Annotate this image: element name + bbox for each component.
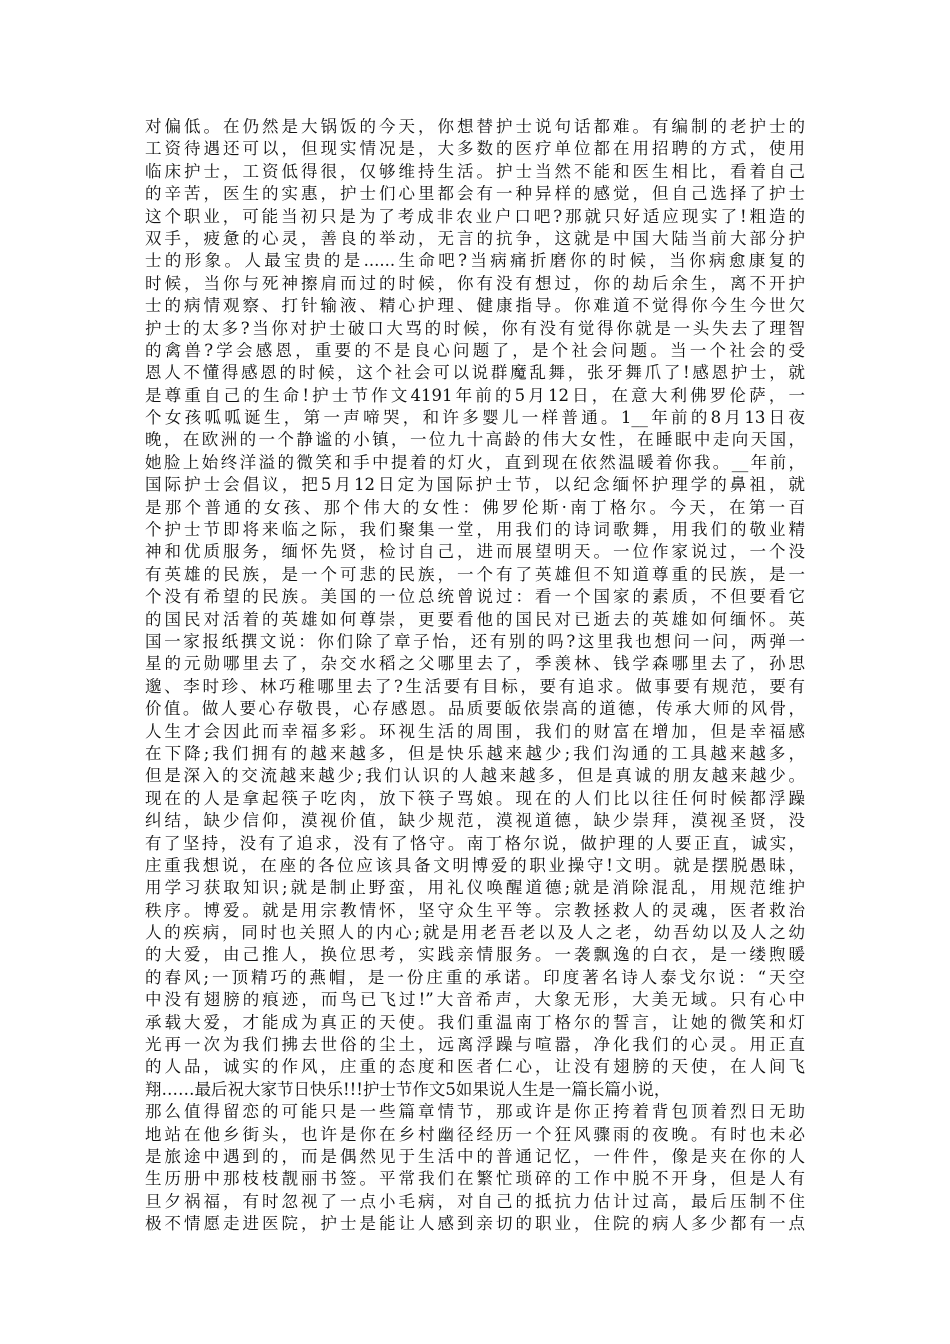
text-line: 她脸上始终洋溢的微笑和手中提着的灯火，直到现在依然温暖着你我。__年前， [145,452,805,472]
text-line: 承载大爱，才能成为真正的天使。我们重温南丁格尔的誓言，让她的微笑和灯 [145,1012,805,1032]
text-line: 光再一次为我们拂去世俗的尘土，远离浮躁与喧嚣，净化我们的心灵。用正直 [145,1035,805,1055]
text-line: 工资待遇还可以，但现实情况是，大多数的医疗单位都在用招聘的方式，使用 [145,139,805,159]
text-line: 的禽兽?学会感恩，重要的不是良心问题了，是个社会问题。当一个社会的受 [145,340,805,360]
text-line: 地站在他乡街头，也许是你在乡村幽径经历一个狂风骤雨的夜晚。有时也未必 [145,1124,805,1144]
text-line: 价值。做人要心存敬畏，心存感恩。品质要皈依崇高的道德，传承大师的风骨， [145,699,805,719]
text-line: 但是深入的交流越来越少;我们认识的人越来越多，但是真诚的朋友越来越少。 [145,766,805,786]
text-line: 双手，疲惫的心灵，善良的举动，无言的抗争，这就是中国大陆当前大部分护 [145,228,805,248]
text-line: 有英雄的民族，是一个可悲的民族，一个有了英雄但不知道尊重的民族，是一 [145,564,805,584]
text-line: 纠结，缺少信仰，漠视价值，缺少规范，漠视道德，缺少崇拜，漠视圣贤，没 [145,811,805,831]
text-line: 翔……最后祝大家节日快乐!!!护士节作文5如果说人生是一篇长篇小说， [145,1079,671,1099]
text-line: 士的形象。人最宝贵的是......生命吧?当病痛折磨你的时候，当你病愈康复的 [145,251,805,271]
text-line: 临床护士，工资低得很，仅够维持生活。护士当然不能和医生相比，看着自己 [145,161,805,181]
text-line: 个女孩呱呱诞生，第一声啼哭，和许多婴儿一样普通。1__年前的8月13日夜 [145,408,805,428]
text-line: 的辛苦，医生的实惠，护士们心里都会有一种异样的感觉，但自己选择了护士 [145,184,805,204]
text-line: 极不情愿走进医院，护士是能让人感到亲切的职业，住院的病人多少都有一点 [145,1214,805,1234]
text-line: 对偏低。在仍然是大锅饭的今天，你想替护士说句话都难。有编制的老护士的 [145,117,805,136]
text-line: 有了坚持，没有了追求，没有了恪守。南丁格尔说，做护理的人要正直，诚实， [145,833,805,853]
text-line: 神和优质服务，缅怀先贤，检讨自己，进而展望明天。一位作家说过，一个没 [145,542,805,562]
text-line: 护士的太多?当你对护士破口大骂的时候，你有没有觉得你就是一头失去了理智 [145,318,805,338]
text-line: 国一家报纸撰文说：你们除了章子怡，还有别的吗?这里我也想问一问，两弹一 [145,631,805,651]
text-line: 的人品，诚实的作风，庄重的态度和医者仁心，让没有翅膀的天使，在人间飞 [145,1057,805,1077]
text-line: 是尊重自己的生命!护士节作文4191年前的5月12日，在意大利佛罗伦萨，一 [145,385,805,405]
text-line: 邈、李时珍、林巧稚哪里去了?生活要有目标，要有追求。做事要有规范，要有 [145,676,805,696]
text-line: 的国民对活着的英雄如何尊崇，更要看他的国民对已逝去的英雄如何缅怀。英 [145,609,805,629]
text-line: 旦夕祸福，有时忽视了一点小毛病，对自己的抵抗力估计过高，最后压制不住 [145,1191,805,1211]
text-line: 中没有翅膀的痕迹，而鸟已飞过!”大音希声，大象无形，大美无域。只有心中 [145,990,805,1010]
text-line: 星的元勋哪里去了，杂交水稻之父哪里去了，季羡林、钱学森哪里去了，孙思 [145,654,805,674]
text-line: 那么值得留恋的可能只是一些篇章情节，那或许是你正挎着背包顶着烈日无助 [145,1102,805,1122]
text-line: 个没有希望的民族。美国的一位总统曾说过：看一个国家的素质，不但要看它 [145,587,805,607]
text-line: 晚，在欧洲的一个静谧的小镇，一位九十高龄的伟大女性，在睡眠中走向天国， [145,430,805,450]
text-line: 个护士节即将来临之际，我们聚集一堂，用我们的诗词歌舞，用我们的敬业精 [145,520,805,540]
text-line: 是旅途中遇到的，而是偶然见于生活中的普通记忆，一件件，像是夹在你的人 [145,1146,805,1166]
text-line: 的大爱，由己推人，换位思考，实践亲情服务。一袭飘逸的白衣，是一缕煦暖 [145,945,805,965]
text-line: 用学习获取知识;就是制止野蛮，用礼仪唤醒道德;就是消除混乱，用规范维护 [145,878,805,898]
text-line: 现在的人是拿起筷子吃肉，放下筷子骂娘。现在的人们比以往任何时候都浮躁 [145,788,805,808]
text-line: 士的病情观察、打针输液、精心护理、健康指导。你难道不觉得你今生今世欠 [145,296,805,316]
text-line: 的春风;一顶精巧的燕帽，是一份庄重的承诺。印度著名诗人泰戈尔说：“天空 [145,967,805,987]
text-line: 秩序。博爱。就是用宗教情怀，坚守众生平等。宗教拯救人的灵魂，医者救治 [145,900,805,920]
text-line: 恩人不懂得感恩的时候，这个社会可以说群魔乱舞，张牙舞爪了!感恩护士，就 [145,363,805,383]
body-text [145,116,805,1236]
text-line: 人生才会因此而幸福多彩。环视生活的周围，我们的财富在增加，但是幸福感 [145,721,805,741]
text-line: 生历册中那枝枝靓丽书签。平常我们在繁忙琐碎的工作中脱不开身，但是人有 [145,1169,805,1189]
text-line: 这个职业，可能当初只是为了考成非农业户口吧?那就只好适应现实了!粗造的 [145,206,805,226]
text-line: 时候，当你与死神擦肩而过的时候，你有没有想过，你的劫后余生，离不开护 [145,273,805,293]
text-line: 国际护士会倡议，把5月12日定为国际护士节，以纪念缅怀护理学的鼻祖，就 [145,475,805,495]
text-line: 人的疾病，同时也关照人的内心;就是用老吾老以及人之老，幼吾幼以及人之幼 [145,923,805,943]
text-line: 庄重我想说，在座的各位应该具备文明博爱的职业操守!文明。就是摆脱愚昧， [145,855,805,875]
text-line: 是那个普通的女孩、那个伟大的女性：佛罗伦斯·南丁格尔。今天，在第一百 [145,497,805,517]
text-line: 在下降;我们拥有的越来越多，但是快乐越来越少;我们沟通的工具越来越多， [145,743,805,763]
